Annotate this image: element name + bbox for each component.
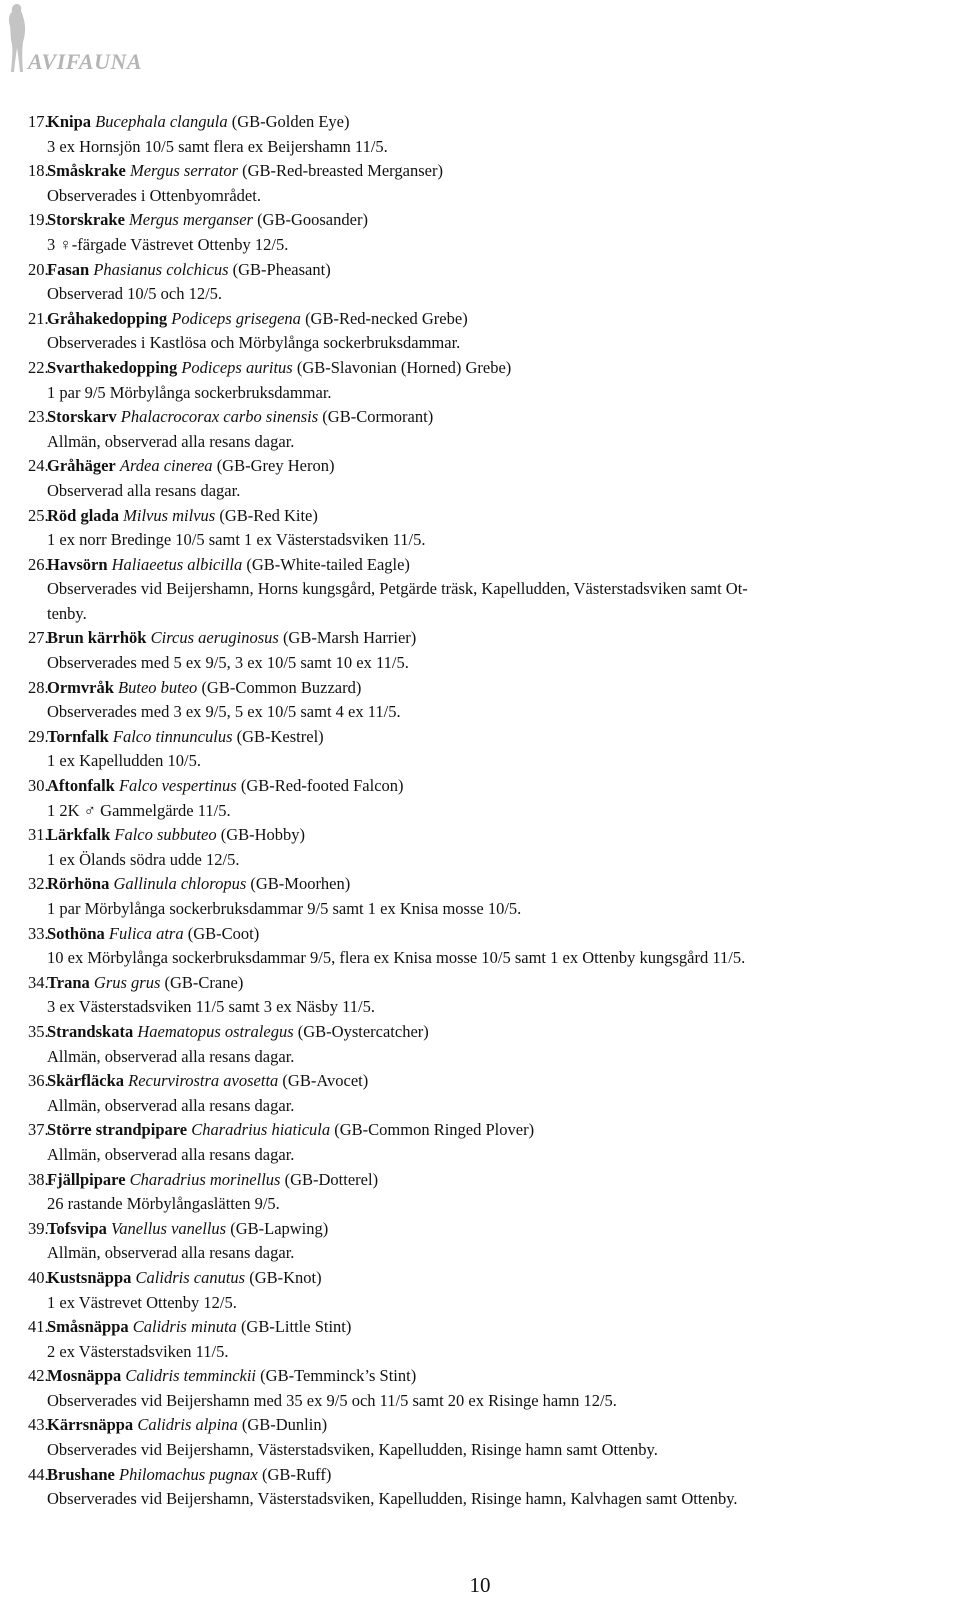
species-english-name: (GB-Pheasant) (232, 259, 331, 279)
species-entry (28, 258, 943, 307)
species-number: 33. (28, 923, 49, 943)
species-number: 42. (28, 1366, 49, 1386)
species-latin-name: Buteo buteo (118, 677, 198, 697)
species-english-name: (GB-Red-necked Grebe) (305, 308, 468, 328)
species-observation-note: 1 par Mörbylånga sockerbruksdammar 9/5 samt 1 ex Knisa mosse 10/5. (47, 899, 522, 918)
species-english-name: (GB-Cormorant) (322, 407, 434, 427)
species-swedish-name: Ormvråk (47, 677, 114, 697)
species-english-name: (GB-Grey Heron) (216, 456, 335, 476)
species-english-name: (GB-Common Buzzard) (201, 677, 362, 697)
species-swedish-name: Storskarv (47, 407, 117, 427)
species-english-name: (GB-Common Ringed Plover) (334, 1120, 535, 1140)
species-entry (28, 1217, 943, 1266)
species-latin-name: Circus aeruginosus (150, 628, 279, 648)
species-swedish-name: Knipa (47, 112, 92, 131)
species-swedish-name: Gråhakedopping (47, 308, 168, 328)
species-english-name: (GB-Coot) (187, 923, 260, 943)
species-swedish-name: Kustsnäppa (47, 1267, 132, 1287)
species-number: 29. (28, 726, 49, 746)
species-latin-name: Ardea cinerea (119, 456, 213, 476)
species-observation-note: 3 ♀-färgade Västrevet Ottenby 12/5. (47, 234, 289, 254)
species-number: 17. (28, 112, 49, 131)
species-entry (28, 1118, 943, 1167)
species-observation-note: 1 ex Västrevet Ottenby 12/5. (47, 1292, 237, 1312)
species-observation-note: Observerades i Kastlösa och Mörbylånga sockerbruksdammar. (47, 333, 461, 353)
species-swedish-name: Havsörn (47, 554, 108, 574)
species-swedish-name: Sothöna (47, 923, 105, 943)
species-observation-note: 10 ex Mörbylånga sockerbruksdammar 9/5, flera ex Knisa mosse 10/5 samt 1 ex Ottenby kungsgård 11/5. (47, 948, 746, 968)
species-latin-name: Falco subbuteo (114, 825, 217, 845)
species-number: 43. (28, 1415, 49, 1435)
species-swedish-name: Skärfläcka (47, 1071, 125, 1091)
species-entry (28, 725, 943, 774)
species-english-name: (GB-Crane) (164, 972, 244, 992)
species-number: 23. (28, 407, 49, 427)
species-latin-name: Mergus merganser (129, 210, 253, 230)
species-swedish-name: Svarthakedopping (47, 357, 178, 377)
species-number: 21. (28, 308, 49, 328)
species-number: 37. (28, 1120, 49, 1140)
species-observation-note: Observerades med 3 ex 9/5, 5 ex 10/5 samt 4 ex 11/5. (47, 702, 401, 722)
species-english-name: (GB-Red Kite) (219, 505, 318, 525)
species-observation-note: Observerades i Ottenbyområdet. (47, 185, 261, 205)
species-swedish-name: Storskrake (47, 210, 125, 230)
species-latin-name: Charadrius hiaticula (191, 1120, 331, 1140)
species-swedish-name: Röd glada (47, 505, 119, 525)
species-latin-name: Phasianus colchicus (93, 259, 229, 279)
species-english-name: (GB-Red-breasted Merganser) (242, 161, 443, 181)
species-english-name: (GB-Marsh Harrier) (282, 628, 417, 648)
species-entry (28, 504, 943, 553)
species-swedish-name: Aftonfalk (47, 776, 115, 796)
species-latin-name: Phalacrocorax carbo sinensis (120, 407, 319, 427)
species-observation-note: 1 ex norr Bredinge 10/5 samt 1 ex Västerstadsviken 11/5. (47, 530, 426, 550)
species-observation-note: 3 ex Hornsjön 10/5 samt flera ex Beijershamn 11/5. (47, 136, 388, 156)
species-number: 35. (28, 1021, 49, 1041)
species-observation-note: Allmän, observerad alla resans dagar. (47, 1144, 295, 1164)
species-entry (28, 774, 943, 823)
species-number: 38. (28, 1169, 49, 1189)
species-observation-note: Observerad 10/5 och 12/5. (47, 284, 223, 304)
species-english-name: (GB-Knot) (249, 1267, 322, 1287)
species-observation-note: 26 rastande Mörbylångaslätten 9/5. (47, 1194, 280, 1214)
species-observation-note: Observerades vid Beijershamn, Västerstadsviken, Kapelludden, Risinge hamn, Kalvhagen samt Ottenby. (47, 1489, 738, 1509)
species-english-name: (GB-Oystercatcher) (297, 1021, 429, 1041)
species-english-name: (GB-Avocet) (282, 1071, 369, 1091)
species-observation-note: Allmän, observerad alla resans dagar. (47, 1046, 295, 1066)
species-observation-note: Observerades vid Beijershamn med 35 ex 9/5 och 11/5 samt 20 ex Risinge hamn 12/5. (47, 1390, 617, 1410)
species-entry (28, 1069, 943, 1118)
species-english-name: (GB-Moorhen) (250, 874, 351, 894)
species-swedish-name: Gråhäger (47, 456, 116, 476)
species-entry (28, 1463, 943, 1512)
species-observation-note-cont: tenby. (47, 603, 87, 623)
species-number: 30. (28, 776, 49, 796)
logo-text: AVIFAUNA (28, 49, 143, 74)
species-swedish-name: Tofsvipa (47, 1218, 107, 1238)
species-entry (28, 1315, 943, 1364)
species-entry (28, 454, 943, 503)
species-swedish-name: Kärrsnäppa (47, 1415, 134, 1435)
species-english-name: (GB-Goosander) (257, 210, 368, 230)
page-number: 10 (469, 1573, 491, 1597)
species-entry (28, 1020, 943, 1069)
species-latin-name: Milvus milvus (123, 505, 216, 525)
species-latin-name: Falco vespertinus (118, 776, 237, 796)
species-observation-note: Allmän, observerad alla resans dagar. (47, 431, 295, 451)
species-observation-note: Observerades vid Beijershamn, Västerstadsviken, Kapelludden, Risinge hamn samt Ottenby. (47, 1440, 658, 1460)
species-entry (28, 1168, 943, 1217)
species-swedish-name: Större strandpipare (47, 1120, 188, 1140)
species-latin-name: Vanellus vanellus (111, 1218, 227, 1238)
species-swedish-name: Strandskata (47, 1021, 134, 1041)
species-entry (28, 1413, 943, 1462)
species-latin-name: Podiceps auritus (181, 357, 293, 377)
species-english-name: (GB-Slavonian (Horned) Grebe) (296, 357, 512, 377)
species-swedish-name: Trana (47, 972, 90, 992)
species-english-name: (GB-Dotterel) (284, 1169, 379, 1189)
species-entry (28, 676, 943, 725)
species-observation-note: 1 2K ♂ Gammelgärde 11/5. (47, 800, 231, 820)
species-english-name: (GB-White-tailed Eagle) (246, 554, 410, 574)
species-entry (28, 971, 943, 1020)
species-latin-name: Haliaeetus albicilla (111, 554, 243, 574)
species-number: 44. (28, 1464, 49, 1484)
species-number: 31. (28, 825, 49, 845)
species-latin-name: Gallinula chloropus (113, 874, 247, 894)
species-observation-note: 1 ex Kapelludden 10/5. (47, 751, 201, 771)
species-swedish-name: Fjällpipare (47, 1169, 126, 1189)
species-number: 27. (28, 628, 49, 648)
species-number: 36. (28, 1071, 49, 1091)
species-number: 20. (28, 259, 49, 279)
species-number: 26. (28, 554, 49, 574)
species-entry (28, 823, 943, 872)
species-number: 41. (28, 1317, 49, 1337)
species-entry (28, 307, 943, 356)
species-entry (28, 159, 943, 208)
species-number: 32. (28, 874, 49, 894)
species-latin-name: Calidris canutus (135, 1267, 246, 1287)
species-entry (28, 405, 943, 454)
species-latin-name: Haematopus ostralegus (137, 1021, 294, 1041)
species-english-name: (GB-Kestrel) (236, 726, 324, 746)
species-swedish-name: Brushane (47, 1464, 115, 1484)
species-entry (28, 626, 943, 675)
species-number: 39. (28, 1218, 49, 1238)
species-latin-name: Grus grus (93, 972, 161, 992)
species-swedish-name: Mosnäppa (47, 1366, 122, 1386)
species-observation-note: Allmän, observerad alla resans dagar. (47, 1095, 295, 1115)
species-number: 24. (28, 456, 49, 476)
species-entry (28, 922, 943, 971)
species-english-name: (GB-Red-footed Falcon) (240, 776, 404, 796)
species-swedish-name: Rörhöna (47, 874, 110, 894)
species-list (28, 110, 943, 1512)
species-swedish-name: Tornfalk (47, 726, 109, 746)
avifauna-logo (4, 2, 184, 80)
species-latin-name: Falco tinnunculus (112, 726, 233, 746)
species-latin-name: Recurvirostra avosetta (128, 1071, 279, 1091)
species-observation-note: 3 ex Västerstadsviken 11/5 samt 3 ex Näsby 11/5. (47, 997, 375, 1017)
species-latin-name: Calidris temminckii (125, 1366, 257, 1386)
species-english-name: (GB-Temminck’s Stint) (260, 1366, 417, 1386)
species-english-name: (GB-Little Stint) (240, 1317, 352, 1337)
species-latin-name: Philomachus pugnax (118, 1464, 258, 1484)
species-entry (28, 1364, 943, 1413)
species-entry (28, 356, 943, 405)
species-number: 28. (28, 677, 49, 697)
species-latin-name: Mergus serrator (129, 161, 238, 181)
species-latin-name: Bucephala clangula (95, 112, 228, 131)
species-swedish-name: Småsnäppa (47, 1317, 129, 1337)
species-latin-name: Fulica atra (108, 923, 184, 943)
species-swedish-name: Fasan (47, 259, 90, 279)
species-latin-name: Charadrius morinellus (129, 1169, 281, 1189)
species-english-name: (GB-Lapwing) (230, 1218, 329, 1238)
species-entry (28, 110, 943, 159)
species-observation-note: 2 ex Västerstadsviken 11/5. (47, 1341, 229, 1361)
species-observation-note: Observerades vid Beijershamn, Horns kungsgård, Petgärde träsk, Kapelludden, Västerstadsviken samt Ot- (47, 579, 748, 599)
species-english-name: (GB-Ruff) (261, 1464, 332, 1484)
species-entry (28, 553, 943, 627)
species-observation-note: Observerades med 5 ex 9/5, 3 ex 10/5 samt 10 ex 11/5. (47, 653, 409, 673)
species-entry (28, 872, 943, 921)
species-observation-note: Allmän, observerad alla resans dagar. (47, 1243, 295, 1263)
species-observation-note: 1 ex Ölands södra udde 12/5. (47, 849, 240, 869)
species-number: 34. (28, 972, 49, 992)
species-english-name: (GB-Hobby) (220, 825, 306, 845)
species-english-name: (GB-Golden Eye) (231, 112, 350, 131)
species-number: 40. (28, 1267, 49, 1287)
species-latin-name: Calidris alpina (137, 1415, 238, 1435)
species-swedish-name: Lärkfalk (47, 825, 111, 845)
species-number: 25. (28, 505, 49, 525)
species-latin-name: Podiceps grisegena (171, 308, 301, 328)
species-english-name: (GB-Dunlin) (241, 1415, 328, 1435)
species-latin-name: Calidris minuta (132, 1317, 237, 1337)
species-swedish-name: Småskrake (47, 161, 126, 181)
species-observation-note: Observerad alla resans dagar. (47, 480, 241, 500)
species-entry (28, 208, 943, 257)
species-number: 18. (28, 161, 49, 181)
species-entry (28, 1266, 943, 1315)
species-observation-note: 1 par 9/5 Mörbylånga sockerbruksdammar. (47, 382, 332, 402)
species-swedish-name: Brun kärrhök (47, 628, 147, 648)
species-number: 22. (28, 357, 49, 377)
species-number: 19. (28, 210, 49, 230)
